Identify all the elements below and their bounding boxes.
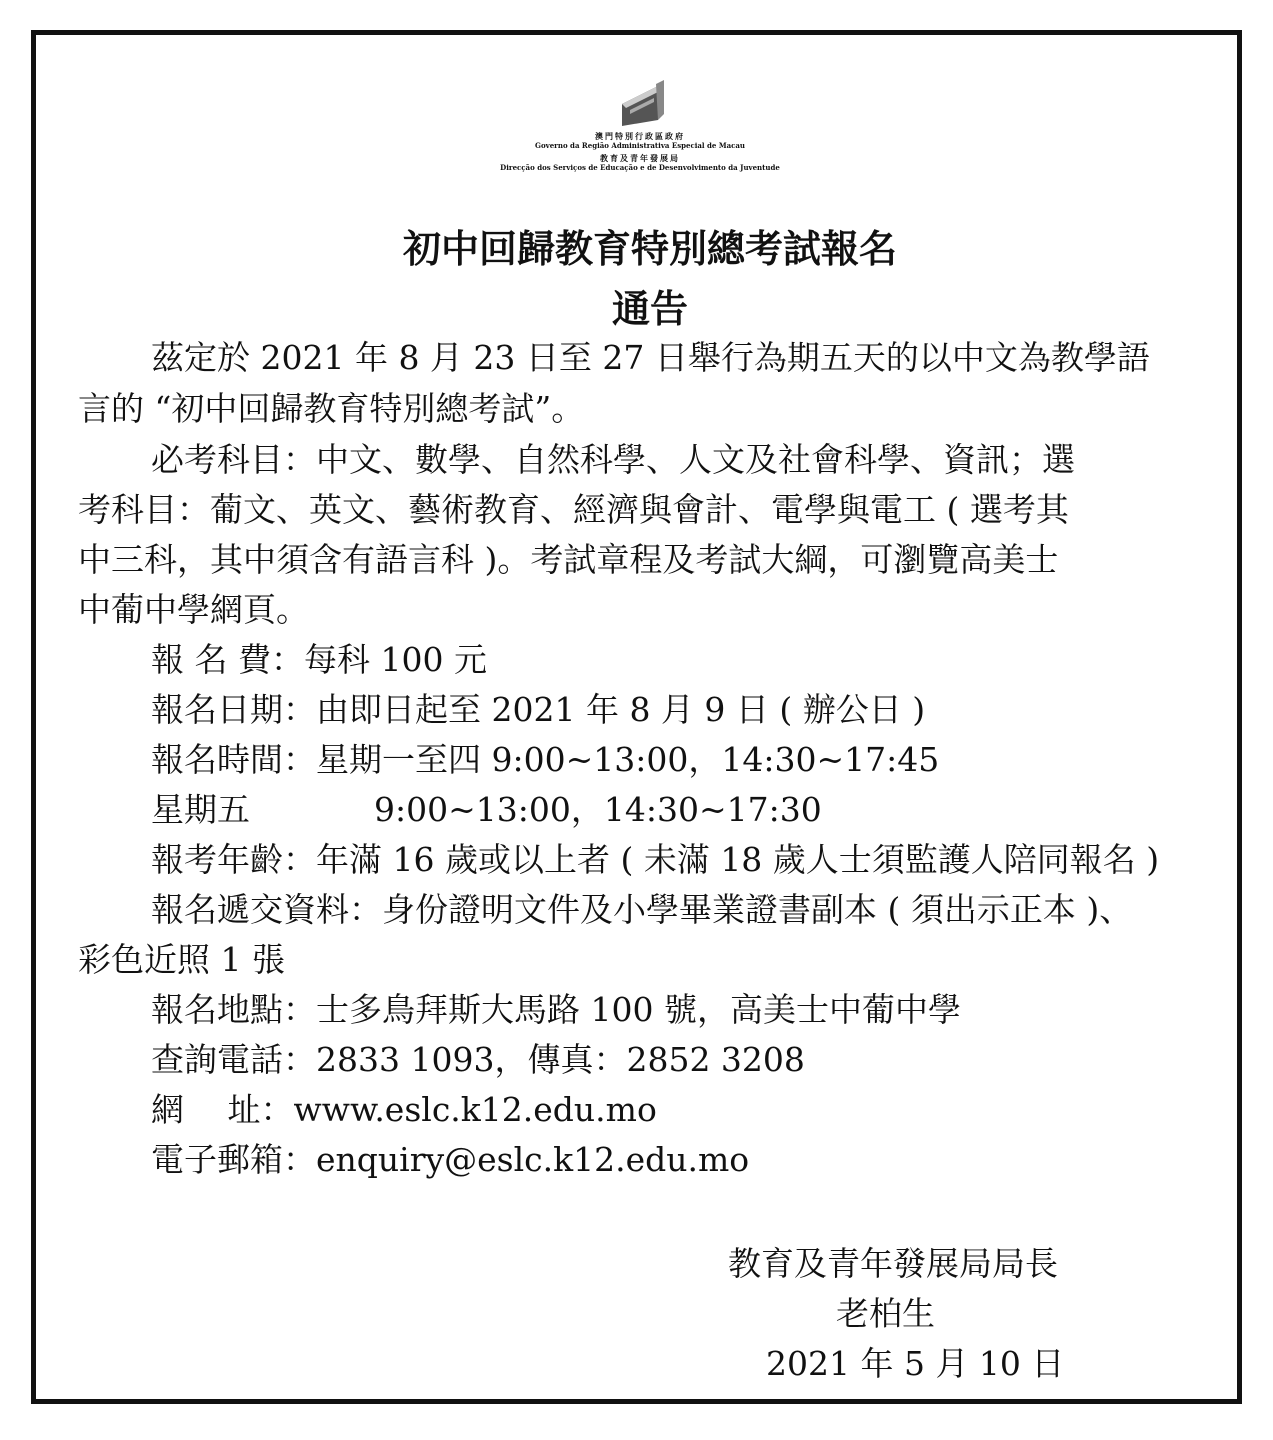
- government-name-portuguese: Governo da Região Administrativa Especial de Macau: [535, 141, 745, 150]
- subjects-line-1: 必考科目：中文、數學、自然科學、人文及社會科學、資訊；選: [151, 440, 1075, 479]
- subjects-line-2: 考科目：葡文、英文、藝術教育、經濟與會計、電學與電工 ( 選考其: [78, 490, 1069, 529]
- location-line: 報名地點：士多鳥拜斯大馬路 100 號，高美士中葡中學: [151, 990, 961, 1029]
- department-name-portuguese: Direcção dos Serviços de Educação e de Desenvolvimento da Juventude: [500, 163, 780, 172]
- notice-date: 2021 年 5 月 10 日: [766, 1344, 1065, 1383]
- department-name-chinese: 教育及青年發展局: [600, 153, 680, 163]
- email-line: 電子郵箱：enquiry@eslc.k12.edu.mo: [151, 1140, 750, 1179]
- notice-title: 初中回歸教育特別總考試報名: [402, 227, 897, 271]
- intro-line-1: 茲定於 2021 年 8 月 23 日至 27 日舉行為期五天的以中文為教學語: [151, 338, 1150, 377]
- hours-mon-thu-line: 報名時間：星期一至四 9:00~13:00，14:30~17:45: [151, 740, 940, 779]
- subjects-line-4: 中葡中學網頁。: [78, 590, 309, 629]
- signatory-name: 老柏生: [836, 1294, 935, 1333]
- hours-fri-label: 星期五: [151, 790, 250, 829]
- notice-subtitle: 通告: [611, 287, 688, 331]
- phone-line: 查詢電話：2833 1093，傳真：2852 3208: [151, 1040, 805, 1079]
- age-line: 報考年齡：年滿 16 歲或以上者 ( 未滿 18 歲人士須監護人陪同報名 ): [151, 840, 1160, 879]
- hours-fri-value: 9:00~13:00，14:30~17:30: [374, 790, 822, 829]
- documents-line-cont: 彩色近照 1 張: [78, 940, 285, 979]
- period-line: 報名日期：由即日起至 2021 年 8 月 9 日 ( 辦公日 ): [151, 690, 926, 729]
- website-line: 網 址：www.eslc.k12.edu.mo: [151, 1090, 657, 1129]
- subjects-line-3: 中三科，其中須含有語言科 )。考試章程及考試大綱，可瀏覽高美士: [78, 540, 1059, 579]
- signatory-position: 教育及青年發展局局長: [728, 1244, 1058, 1283]
- government-name-chinese: 澳門特別行政區政府: [595, 131, 685, 141]
- documents-line: 報名遞交資料：身份證明文件及小學畢業證書副本 ( 須出示正本 )、: [151, 890, 1133, 929]
- intro-line-2: 言的 “初中回歸教育特別總考試”。: [78, 389, 585, 428]
- fee-line: 報 名 費：每科 100 元: [151, 640, 487, 679]
- macau-government-emblem-icon: [618, 80, 668, 130]
